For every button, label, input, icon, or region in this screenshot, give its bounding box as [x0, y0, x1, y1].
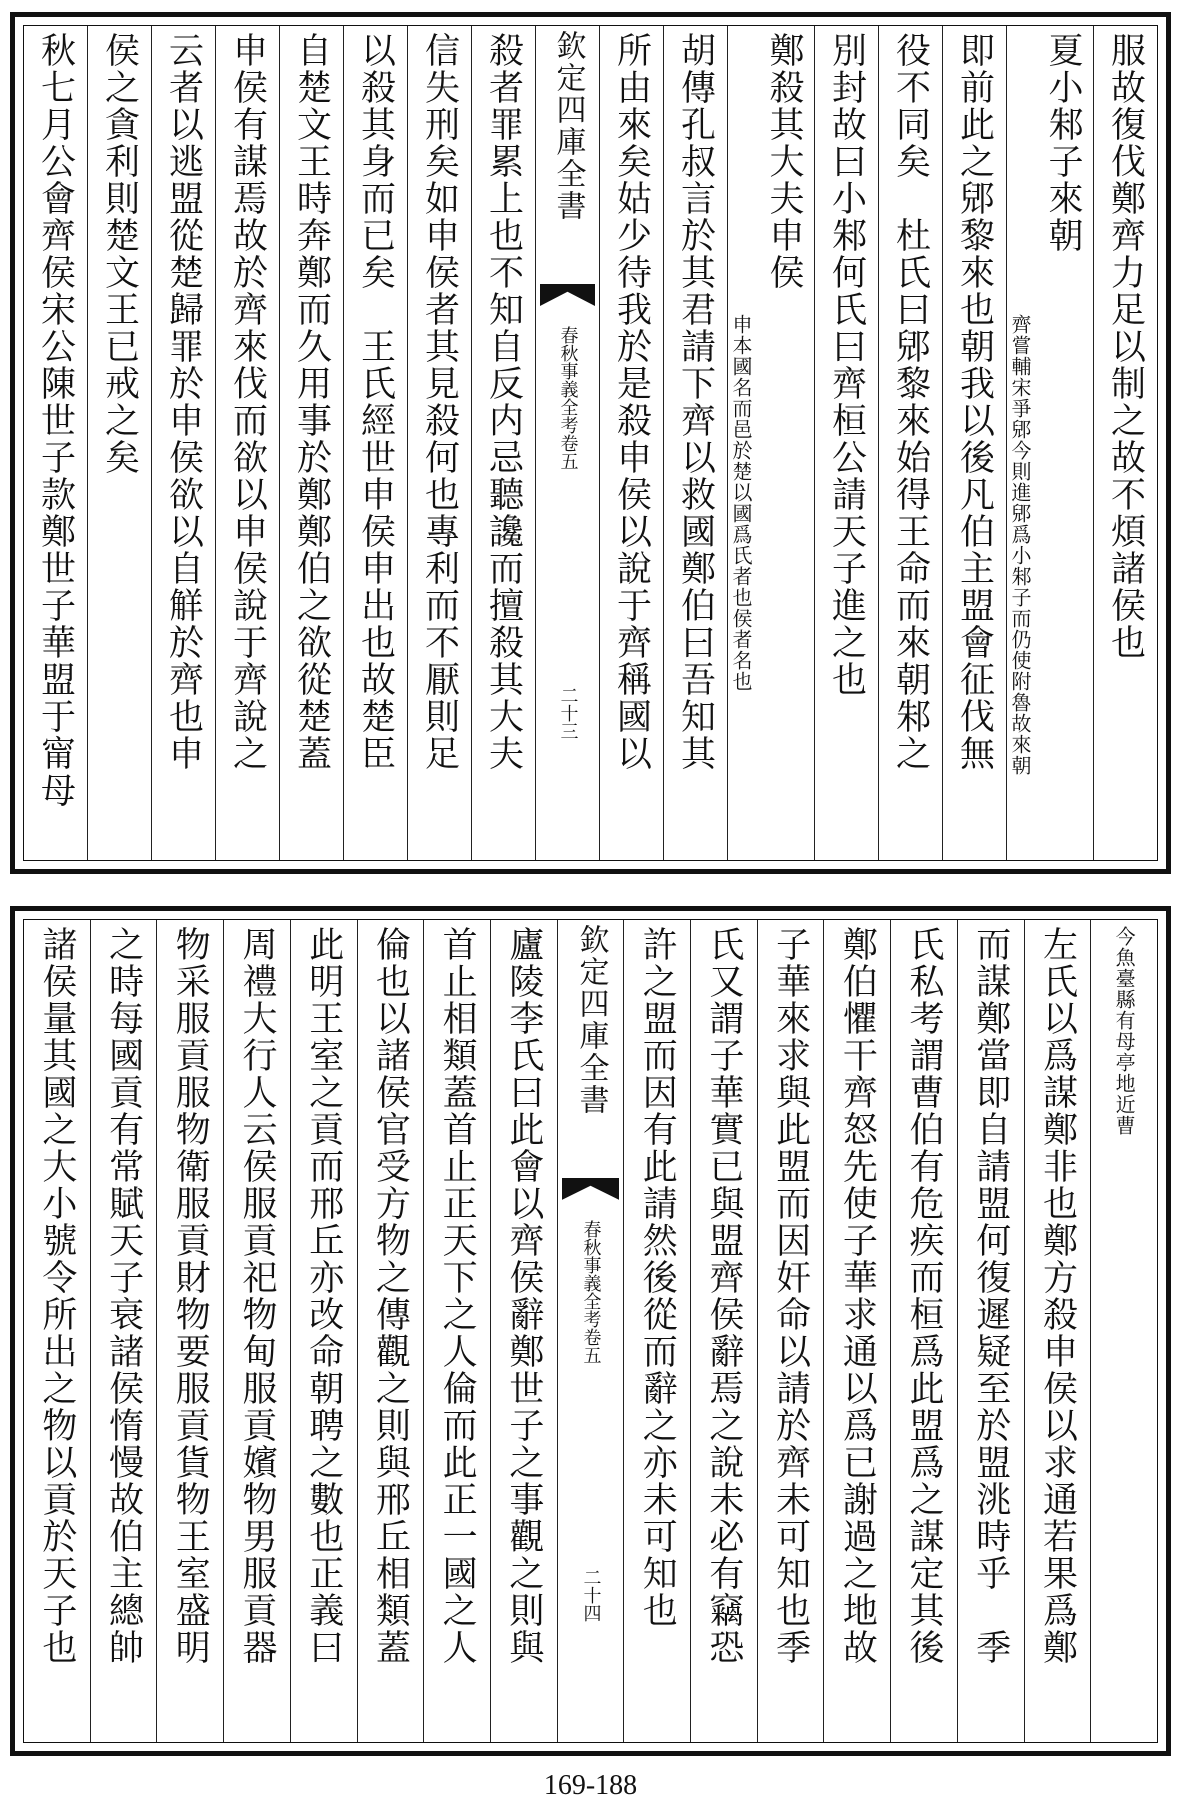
column-text: 云者以逃盟從楚歸罪於申侯欲以自觧於齊也申 [163, 32, 204, 772]
text-column [1024, 920, 1091, 1742]
text-column [87, 26, 151, 860]
column-text: 侯之貪利則楚文王已戒之矣 [99, 32, 140, 476]
text-column [1090, 920, 1157, 1742]
text-column [1006, 26, 1093, 860]
column-text: 氏又謂子華實已與盟齊侯辭焉之說未必有竊恐 [703, 926, 744, 1666]
fish-tail-mark [540, 284, 595, 306]
column-text: 鄭伯懼干齊怒先使子華求通以爲已謝過之地故 [837, 926, 878, 1666]
column-text: 服故復伐鄭齊力足以制之故不煩諸侯也 [1105, 32, 1146, 661]
text-column [957, 920, 1024, 1742]
column-text: 所由來矣姑少待我於是殺申侯以說于齊稱國以 [611, 32, 652, 772]
column-text: 而謀鄭當即自請盟何復遲疑至於盟洮時乎 季 [970, 926, 1011, 1666]
fold-header: 欽定四庫全書 [573, 924, 609, 1116]
text-column [343, 26, 407, 860]
text-column [423, 920, 490, 1742]
text-column [623, 920, 690, 1742]
column-text: 秋七月公會齊侯宋公陳世子款鄭世子華盟于甯母 [35, 32, 76, 809]
text-column [215, 26, 279, 860]
column-text: 物采服貢服物衛服貢財物要服貢貨物王室盛明 [170, 926, 211, 1666]
text-column [599, 26, 663, 860]
column-text: 以殺其身而已矣 王氏經世申侯申出也故楚臣 [355, 32, 396, 772]
page-footer-number: 169-188 [543, 1770, 638, 1801]
column-text: 諸侯量其國之大小號令所出之物以貢於天子也 [36, 926, 77, 1666]
text-column [223, 920, 290, 1742]
column-text: 夏小邾子來朝 [1043, 32, 1083, 254]
column-text: 鄭殺其大夫申侯 [764, 32, 804, 291]
text-column [690, 920, 757, 1742]
fold-book-title [557, 326, 579, 470]
juan-number: 卷五 [580, 1328, 602, 1364]
text-column [279, 26, 343, 860]
book-title: 春秋事義全考 [580, 1220, 602, 1328]
text-column [24, 920, 90, 1742]
column-text: 廬陵李氏曰此會以齊侯辭鄭世子之事觀之則與 [503, 926, 544, 1666]
text-column [156, 920, 223, 1742]
column-text: 即前此之郳黎來也朝我以後凡伯主盟會征伐無 [954, 32, 995, 772]
column-text: 此明王室之貢而邢丘亦改命朝聘之數也正義曰 [303, 926, 344, 1666]
leaf-number: 二十四 [580, 1568, 602, 1622]
leaf-number: 二十三 [557, 686, 579, 740]
column-text: 左氏以爲謀鄭非也鄭方殺申侯以求通若果爲鄭 [1037, 926, 1078, 1666]
top-page [10, 12, 1171, 874]
column-text: 倫也以諸侯官受方物之傳觀之則與邢丘相類蓋 [370, 926, 411, 1666]
center-fold [557, 920, 624, 1742]
column-text: 役不同矣 杜氏曰郳黎來始得王命而來朝邾之 [890, 32, 931, 772]
text-column [823, 920, 890, 1742]
fold-book-title [580, 1220, 602, 1364]
text-column [490, 920, 557, 1742]
fold-header: 欽定四庫全書 [550, 30, 586, 222]
annotation-note: 今魚臺縣有母亭地近曹 [1112, 926, 1137, 1136]
text-column [942, 26, 1006, 860]
column-text: 申侯有謀焉故於齊來伐而欲以申侯說于齊說之 [227, 32, 268, 772]
text-column [663, 26, 727, 860]
annotation-note: 齊嘗輔宋爭郳今則進郳爲小邾子而仍使附魯故來朝 [1008, 314, 1032, 776]
column-text: 自楚文王時奔鄭而久用事於鄭鄭伯之欲從楚蓋 [291, 32, 332, 772]
column-text: 之時每國貢有常賦天子衰諸侯惰慢故伯主總帥 [103, 926, 144, 1666]
text-column [90, 920, 157, 1742]
center-fold [535, 26, 599, 860]
column-text: 氏私考謂曹伯有危疾而桓爲此盟爲之謀定其後 [904, 926, 945, 1666]
fish-tail-mark [562, 1178, 620, 1200]
text-column [151, 26, 215, 860]
text-column [757, 920, 824, 1742]
column-text: 別封故曰小邾何氏曰齊桓公請天子進之也 [826, 32, 867, 698]
top-columns [24, 26, 1157, 860]
juan-number: 卷五 [557, 434, 579, 470]
column-text: 許之盟而因有此請然後從而辭之亦未可知也 [637, 926, 678, 1629]
bottom-columns [24, 920, 1157, 1742]
column-text: 子華來求與此盟而因奸命以請於齊未可知也季 [770, 926, 811, 1666]
text-column [1093, 26, 1157, 860]
text-column [727, 26, 814, 860]
column-text: 周禮大行人云侯服貢祀物甸服貢嬪物男服貢器 [237, 926, 277, 1666]
text-column [878, 26, 942, 860]
column-text: 胡傳孔叔言於其君請下齊以救國鄭伯曰吾知其 [675, 32, 716, 772]
text-column [407, 26, 471, 860]
column-text: 信失刑矣如申侯者其見殺何也專利而不厭則足 [419, 32, 460, 772]
annotation-note: 申本國名而邑於楚以國爲氏者也侯者名也 [729, 314, 753, 692]
text-column [814, 26, 878, 860]
column-text: 殺者罪累上也不知自反内忌聽讒而擅殺其大夫 [483, 32, 524, 772]
text-column [471, 26, 535, 860]
text-column [890, 920, 957, 1742]
bottom-page [10, 906, 1171, 1756]
text-column [290, 920, 357, 1742]
book-title: 春秋事義全考 [557, 326, 579, 434]
text-column [24, 26, 87, 860]
column-text: 首止相類蓋首止正天下之人倫而此正一國之人 [437, 926, 478, 1666]
text-column [357, 920, 424, 1742]
